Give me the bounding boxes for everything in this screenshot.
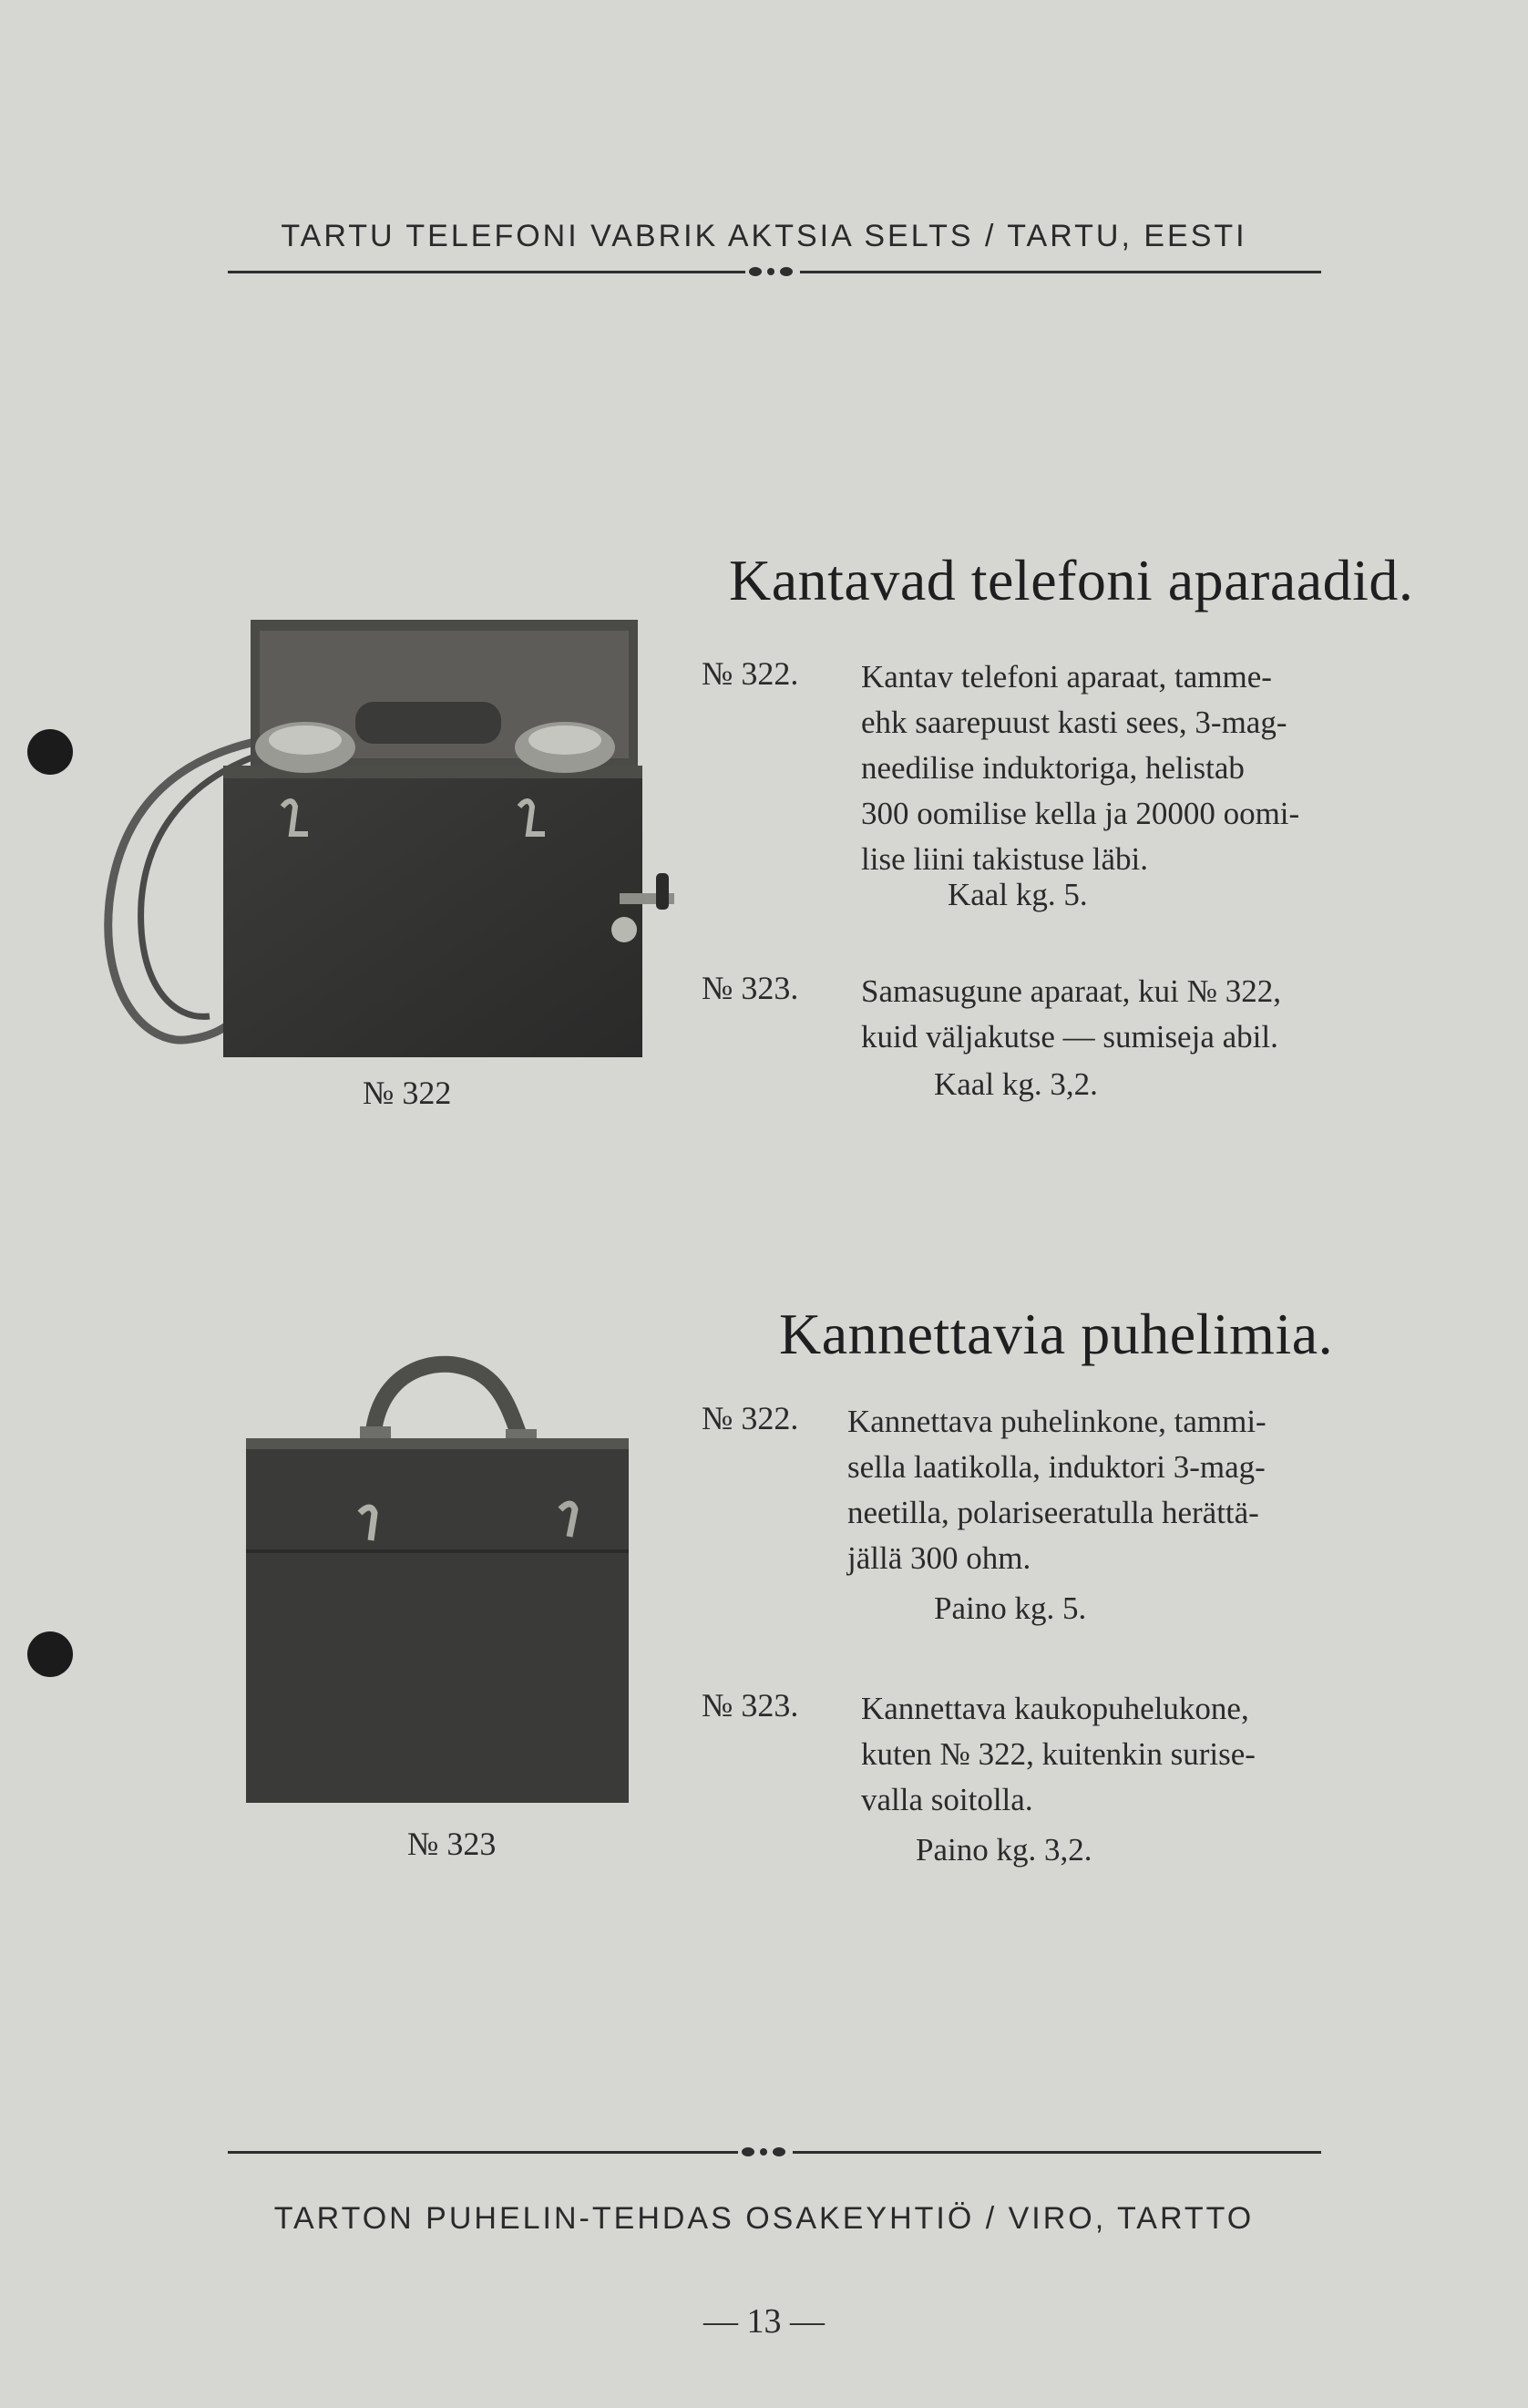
photo1-caption: № 322: [363, 1075, 452, 1111]
desc-line: kuten № 322, kuitenkin surise-: [861, 1736, 1256, 1772]
desc-line: Kantav telefoni aparaat, tamme-: [861, 659, 1272, 695]
item-number: № 322.: [702, 655, 799, 692]
desc-line: sella laatikolla, induktori 3-mag-: [847, 1449, 1266, 1485]
desc-line: jällä 300 ohm.: [847, 1540, 1031, 1576]
header-rule-ornament: [745, 265, 800, 278]
desc-line: 300 oomilise kella ja 20000 oomi-: [861, 796, 1300, 831]
footer-title: TARTON PUHELIN-TEHDAS OSAKEYHTIÖ / VIRO, TARTTO: [273, 2201, 1255, 2236]
desc-line: valla soitolla.: [861, 1782, 1033, 1817]
punch-hole-icon: [27, 1631, 73, 1677]
telephone-case-open-photo: [91, 602, 711, 1075]
item-description: [847, 1399, 1358, 1581]
desc-line: Kannettava puhelinkone, tammi-: [847, 1404, 1266, 1439]
item-weight: Kaal kg. 5.: [948, 877, 1088, 912]
desc-line: needilise induktoriga, helistab: [861, 750, 1245, 786]
item-number: № 322.: [702, 1400, 799, 1436]
punch-hole-icon: [27, 729, 73, 775]
item-description: [861, 969, 1390, 1060]
desc-line: Samasugune aparaat, kui № 322,: [861, 973, 1282, 1009]
desc-line: lise liini takistuse läbi.: [861, 841, 1148, 877]
desc-line: neetilla, polariseeratulla herättä-: [847, 1495, 1259, 1530]
item-number: № 323.: [702, 970, 799, 1006]
footer-rule-ornament: [738, 2146, 793, 2158]
page-number: — 13 —: [703, 2302, 825, 2341]
photo2-caption: № 323: [407, 1826, 497, 1862]
item-description: [861, 1686, 1367, 1823]
section2-title: Kannettavia puhelimia.: [779, 1302, 1334, 1366]
desc-line: ehk saarepuust kasti sees, 3-mag-: [861, 705, 1287, 740]
section2-item: [702, 1686, 1385, 1832]
desc-line: Kannettava kaukopuhelukone,: [861, 1691, 1249, 1726]
desc-line: kuid väljakutse — sumiseja abil.: [861, 1019, 1278, 1055]
section1-item: [702, 969, 1385, 1069]
section1-item: [702, 654, 1385, 891]
section1-title: Kantavad telefoni aparaadid.: [729, 548, 1414, 612]
item-weight: Kaal kg. 3,2.: [934, 1066, 1098, 1102]
item-weight: Paino kg. 5.: [934, 1590, 1087, 1626]
header-title: TARTU TELEFONI VABRIK AKTSIA SELTS / TARTU, EESTI: [281, 219, 1247, 253]
telephone-case-closed-photo: [237, 1349, 638, 1823]
item-weight: Paino kg. 3,2.: [916, 1832, 1092, 1868]
item-number: № 323.: [702, 1687, 799, 1724]
section2-item: [702, 1399, 1385, 1590]
item-description: [861, 654, 1371, 882]
